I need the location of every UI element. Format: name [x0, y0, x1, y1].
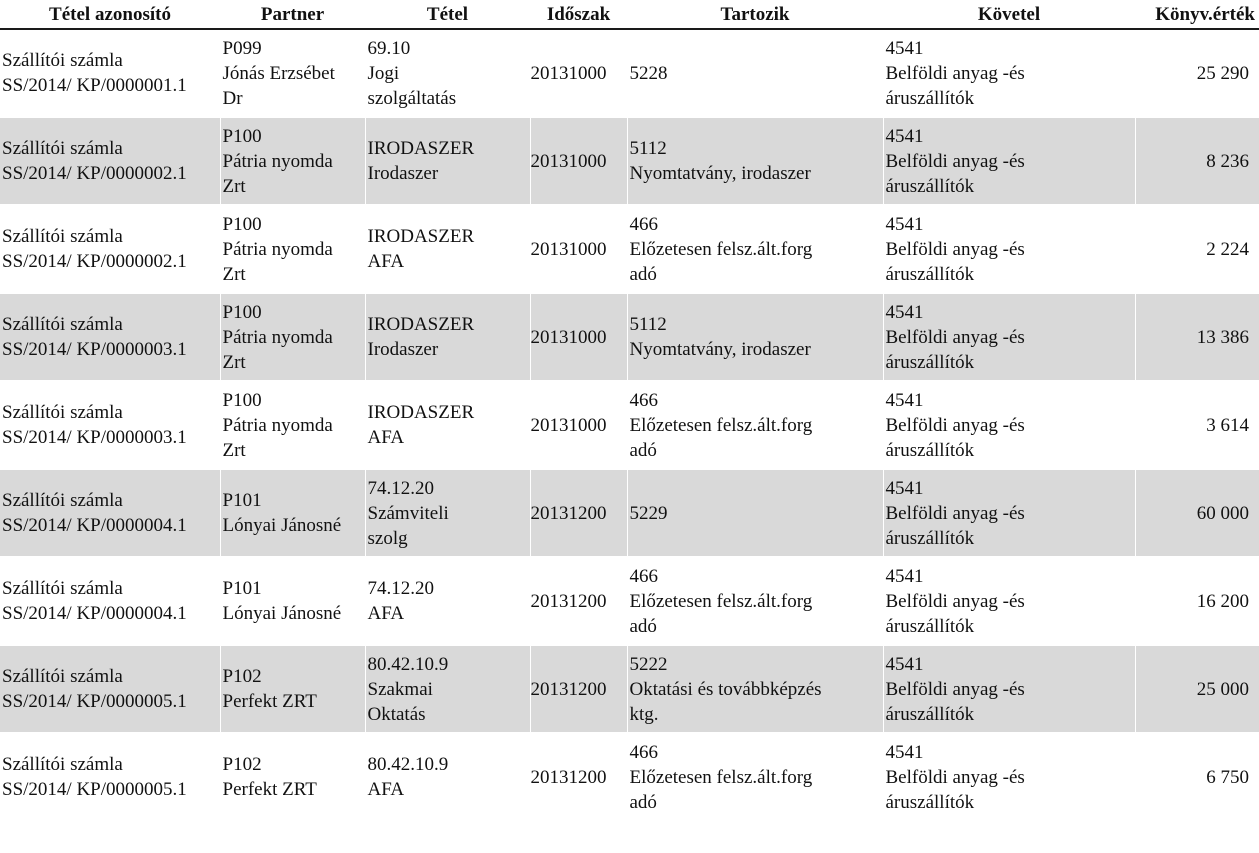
- cell-tartozik: [627, 293, 883, 381]
- cell-kovetel-line: 4541: [885, 125, 924, 147]
- cell-tetel-azonosito-line: SS/2014/ KP/0000004.1: [2, 603, 187, 624]
- cell-idoszak: 20131000: [530, 293, 627, 381]
- cell-tetel-azonosito: [0, 293, 220, 381]
- cell-kovetel-line: Belföldi anyag -és: [885, 62, 1025, 84]
- cell-kovetel: [883, 381, 1135, 469]
- cell-kovetel-line: 4541: [885, 389, 924, 411]
- cell-tartozik-line: Előzetesen felsz.ált.forg: [629, 414, 813, 436]
- cell-tetel-line: Számviteli: [367, 502, 449, 524]
- cell-kovetel-line: Belföldi anyag -és: [885, 326, 1025, 348]
- cell-tartozik-line: 5222: [629, 653, 668, 675]
- cell-konyv-ertek: 60 000: [1135, 469, 1259, 557]
- cell-partner-line: Perfekt ZRT: [222, 691, 317, 712]
- cell-tartozik: [627, 645, 883, 733]
- cell-tartozik: [627, 733, 883, 821]
- cell-tetel-line: 69.10: [367, 37, 411, 59]
- cell-tartozik: [627, 469, 883, 557]
- cell-tetel-line: AFA: [367, 251, 405, 272]
- cell-tetel-azonosito-line: SS/2014/ KP/0000005.1: [2, 779, 187, 800]
- cell-idoszak: 20131000: [530, 117, 627, 205]
- cell-tetel-azonosito: [0, 733, 220, 821]
- cell-kovetel: [883, 733, 1135, 821]
- cell-kovetel: [883, 469, 1135, 557]
- table-row[interactable]: [0, 557, 1259, 645]
- cell-tetel-azonosito: [0, 29, 220, 117]
- cell-partner-line: P100: [222, 213, 262, 235]
- cell-tetel-line: AFA: [367, 779, 405, 800]
- cell-kovetel-line: 4541: [885, 565, 924, 587]
- cell-tartozik-line: Előzetesen felsz.ált.forg: [629, 766, 813, 788]
- cell-tetel-azonosito-line: Szállítói számla: [2, 138, 123, 159]
- header-tetel-azonosito[interactable]: Tétel azonosító: [0, 0, 220, 29]
- cell-tartozik-line: adó: [629, 439, 657, 461]
- header-tartozik[interactable]: Tartozik: [627, 0, 883, 29]
- cell-kovetel-line: 4541: [885, 741, 924, 763]
- cell-partner: [220, 29, 365, 117]
- cell-tetel-line: Irodaszer: [367, 163, 439, 184]
- cell-tetel-azonosito: [0, 381, 220, 469]
- cell-tartozik-line: adó: [629, 263, 657, 285]
- cell-kovetel-line: 4541: [885, 653, 924, 675]
- cell-partner-line: P099: [222, 37, 262, 59]
- cell-kovetel-line: áruszállítók: [885, 615, 975, 637]
- cell-kovetel: [883, 117, 1135, 205]
- cell-tetel-line: IRODASZER: [367, 226, 475, 247]
- table-row[interactable]: [0, 469, 1259, 557]
- cell-tetel-azonosito-line: Szállítói számla: [2, 490, 123, 511]
- cell-idoszak: 20131200: [530, 557, 627, 645]
- cell-tetel-azonosito-line: Szállítói számla: [2, 402, 123, 423]
- cell-tartozik-line: 5112: [629, 314, 667, 335]
- cell-tartozik-line: Nyomtatvány, irodaszer: [629, 339, 811, 360]
- cell-tetel-azonosito: [0, 205, 220, 293]
- cell-idoszak: 20131000: [530, 205, 627, 293]
- cell-tetel-line: szolg: [367, 527, 408, 549]
- cell-partner: [220, 381, 365, 469]
- cell-idoszak: 20131000: [530, 381, 627, 469]
- cell-tetel-line: szolgáltatás: [367, 87, 457, 109]
- cell-tartozik: [627, 29, 883, 117]
- cell-partner-line: P102: [222, 666, 262, 687]
- cell-kovetel-line: áruszállítók: [885, 351, 975, 373]
- cell-partner-line: Jónás Erzsébet: [222, 62, 335, 84]
- cell-idoszak: 20131200: [530, 733, 627, 821]
- cell-partner: [220, 293, 365, 381]
- cell-partner-line: P101: [222, 578, 262, 599]
- cell-tetel-line: AFA: [367, 603, 405, 624]
- cell-tartozik-line: Oktatási és továbbképzés: [629, 678, 822, 700]
- cell-konyv-ertek: 25 290: [1135, 29, 1259, 117]
- header-konyv-ertek[interactable]: Könyv.érték: [1135, 0, 1259, 29]
- header-partner[interactable]: Partner: [220, 0, 365, 29]
- cell-konyv-ertek: 13 386: [1135, 293, 1259, 381]
- cell-tartozik-line: 5228: [629, 62, 668, 84]
- cell-konyv-ertek: 16 200: [1135, 557, 1259, 645]
- cell-kovetel-line: áruszállítók: [885, 175, 975, 197]
- cell-tartozik-line: Előzetesen felsz.ált.forg: [629, 590, 813, 612]
- cell-tetel-azonosito-line: SS/2014/ KP/0000005.1: [2, 691, 187, 712]
- cell-idoszak: 20131200: [530, 645, 627, 733]
- cell-kovetel-line: áruszállítók: [885, 263, 975, 285]
- cell-tartozik-line: adó: [629, 615, 657, 637]
- cell-tetel: [365, 117, 530, 205]
- cell-kovetel: [883, 205, 1135, 293]
- cell-kovetel-line: Belföldi anyag -és: [885, 502, 1025, 524]
- cell-partner-line: Zrt: [222, 175, 246, 197]
- cell-tartozik-line: adó: [629, 791, 657, 813]
- cell-partner-line: Lónyai Jánosné: [222, 515, 342, 536]
- cell-tartozik: [627, 557, 883, 645]
- cell-tartozik-line: 466: [629, 741, 658, 763]
- cell-tetel-azonosito-line: SS/2014/ KP/0000004.1: [2, 515, 187, 536]
- cell-idoszak: 20131000: [530, 29, 627, 117]
- header-idoszak[interactable]: Időszak: [530, 0, 627, 29]
- cell-partner-line: Perfekt ZRT: [222, 779, 317, 800]
- cell-kovetel: [883, 29, 1135, 117]
- cell-partner-line: Pátria nyomda: [222, 326, 333, 348]
- cell-konyv-ertek: 25 000: [1135, 645, 1259, 733]
- cell-tetel-azonosito-line: Szállítói számla: [2, 314, 123, 335]
- cell-tetel: [365, 645, 530, 733]
- cell-tetel-azonosito-line: SS/2014/ KP/0000002.1: [2, 163, 187, 184]
- cell-kovetel-line: Belföldi anyag -és: [885, 678, 1025, 700]
- cell-tartozik-line: 5112: [629, 138, 667, 159]
- cell-partner-line: Zrt: [222, 263, 246, 285]
- cell-kovetel-line: áruszállítók: [885, 87, 975, 109]
- table-row[interactable]: [0, 645, 1259, 733]
- cell-tetel-azonosito-line: Szállítói számla: [2, 50, 123, 71]
- cell-konyv-ertek: 2 224: [1135, 205, 1259, 293]
- cell-kovetel: [883, 293, 1135, 381]
- cell-kovetel-line: Belföldi anyag -és: [885, 414, 1025, 436]
- cell-tetel-line: IRODASZER: [367, 138, 475, 159]
- cell-tartozik: [627, 381, 883, 469]
- cell-tartozik-line: Előzetesen felsz.ált.forg: [629, 238, 813, 260]
- cell-konyv-ertek: 6 750: [1135, 733, 1259, 821]
- cell-tetel-line: 74.12.20: [367, 477, 434, 499]
- cell-kovetel-line: 4541: [885, 301, 924, 323]
- cell-tartozik: [627, 117, 883, 205]
- cell-partner: [220, 205, 365, 293]
- table-header: [0, 0, 1259, 29]
- cell-kovetel-line: Belföldi anyag -és: [885, 766, 1025, 788]
- cell-partner-line: Pátria nyomda: [222, 150, 333, 172]
- cell-tetel: [365, 733, 530, 821]
- cell-tetel-line: 80.42.10.9: [367, 653, 449, 675]
- cell-tartozik-line: 5229: [629, 502, 668, 524]
- table-row[interactable]: [0, 733, 1259, 821]
- cell-kovetel-line: Belföldi anyag -és: [885, 150, 1025, 172]
- cell-tetel-line: Irodaszer: [367, 339, 439, 360]
- cell-tartozik-line: 466: [629, 565, 658, 587]
- header-row: [0, 0, 1259, 29]
- cell-partner: [220, 469, 365, 557]
- cell-tartozik-line: Nyomtatvány, irodaszer: [629, 163, 811, 184]
- cell-partner: [220, 117, 365, 205]
- cell-tetel: [365, 469, 530, 557]
- cell-partner-line: Zrt: [222, 439, 246, 461]
- table-row[interactable]: [0, 117, 1259, 205]
- cell-idoszak: 20131200: [530, 469, 627, 557]
- cell-tetel: [365, 557, 530, 645]
- cell-kovetel: [883, 557, 1135, 645]
- cell-partner-line: P101: [222, 490, 262, 511]
- header-kovetel[interactable]: Követel: [883, 0, 1135, 29]
- cell-tetel-azonosito-line: SS/2014/ KP/0000002.1: [2, 251, 187, 272]
- cell-partner-line: Pátria nyomda: [222, 238, 333, 260]
- cell-tetel-line: 80.42.10.9: [367, 754, 449, 775]
- cell-partner-line: P100: [222, 389, 262, 411]
- cell-tetel-line: Oktatás: [367, 703, 426, 725]
- cell-tetel-azonosito: [0, 469, 220, 557]
- cell-kovetel-line: Belföldi anyag -és: [885, 238, 1025, 260]
- cell-tetel: [365, 29, 530, 117]
- cell-tartozik-line: 466: [629, 213, 658, 235]
- cell-kovetel-line: 4541: [885, 37, 924, 59]
- cell-partner-line: Dr: [222, 87, 243, 109]
- cell-tartozik: [627, 205, 883, 293]
- cell-tetel-line: AFA: [367, 427, 405, 448]
- cell-kovetel-line: 4541: [885, 477, 924, 499]
- cell-kovetel-line: áruszállítók: [885, 791, 975, 813]
- table-row[interactable]: [0, 29, 1259, 117]
- cell-tetel-azonosito-line: Szállítói számla: [2, 754, 123, 775]
- header-tetel[interactable]: Tétel: [365, 0, 530, 29]
- cell-tetel: [365, 205, 530, 293]
- table-row[interactable]: [0, 293, 1259, 381]
- cell-partner-line: P100: [222, 301, 262, 323]
- cell-tetel-azonosito-line: Szállítói számla: [2, 578, 123, 599]
- cell-tetel: [365, 293, 530, 381]
- cell-tetel-line: 74.12.20: [367, 578, 434, 599]
- cell-kovetel-line: 4541: [885, 213, 924, 235]
- cell-partner: [220, 733, 365, 821]
- cell-kovetel-line: áruszállítók: [885, 439, 975, 461]
- cell-tetel-azonosito-line: Szállítói számla: [2, 226, 123, 247]
- cell-partner-line: P102: [222, 754, 262, 775]
- cell-tetel-line: IRODASZER: [367, 314, 475, 335]
- cell-partner-line: P100: [222, 125, 262, 147]
- cell-tetel-azonosito-line: SS/2014/ KP/0000001.1: [2, 75, 187, 96]
- cell-konyv-ertek: 3 614: [1135, 381, 1259, 469]
- cell-partner-line: Lónyai Jánosné: [222, 603, 342, 624]
- cell-tetel-azonosito: [0, 117, 220, 205]
- cell-tetel-azonosito-line: Szállítói számla: [2, 666, 123, 687]
- cell-kovetel-line: áruszállítók: [885, 527, 975, 549]
- cell-partner-line: Pátria nyomda: [222, 414, 333, 436]
- cell-tetel: [365, 381, 530, 469]
- cell-tetel-azonosito: [0, 557, 220, 645]
- cell-tartozik-line: ktg.: [629, 703, 659, 725]
- table-row[interactable]: [0, 205, 1259, 293]
- cell-partner: [220, 557, 365, 645]
- cell-tetel-line: Szakmai: [367, 678, 433, 700]
- cell-tetel-line: IRODASZER: [367, 402, 475, 423]
- cell-partner: [220, 645, 365, 733]
- cell-partner-line: Zrt: [222, 351, 246, 373]
- table-row[interactable]: [0, 381, 1259, 469]
- cell-tetel-line: Jogi: [367, 62, 400, 84]
- cell-kovetel-line: Belföldi anyag -és: [885, 590, 1025, 612]
- table-body: [0, 29, 1259, 821]
- cell-tetel-azonosito-line: SS/2014/ KP/0000003.1: [2, 427, 187, 448]
- cell-konyv-ertek: 8 236: [1135, 117, 1259, 205]
- cell-kovetel: [883, 645, 1135, 733]
- cell-tetel-azonosito-line: SS/2014/ KP/0000003.1: [2, 339, 187, 360]
- cell-tetel-azonosito: [0, 645, 220, 733]
- cell-tartozik-line: 466: [629, 389, 658, 411]
- cell-kovetel-line: áruszállítók: [885, 703, 975, 725]
